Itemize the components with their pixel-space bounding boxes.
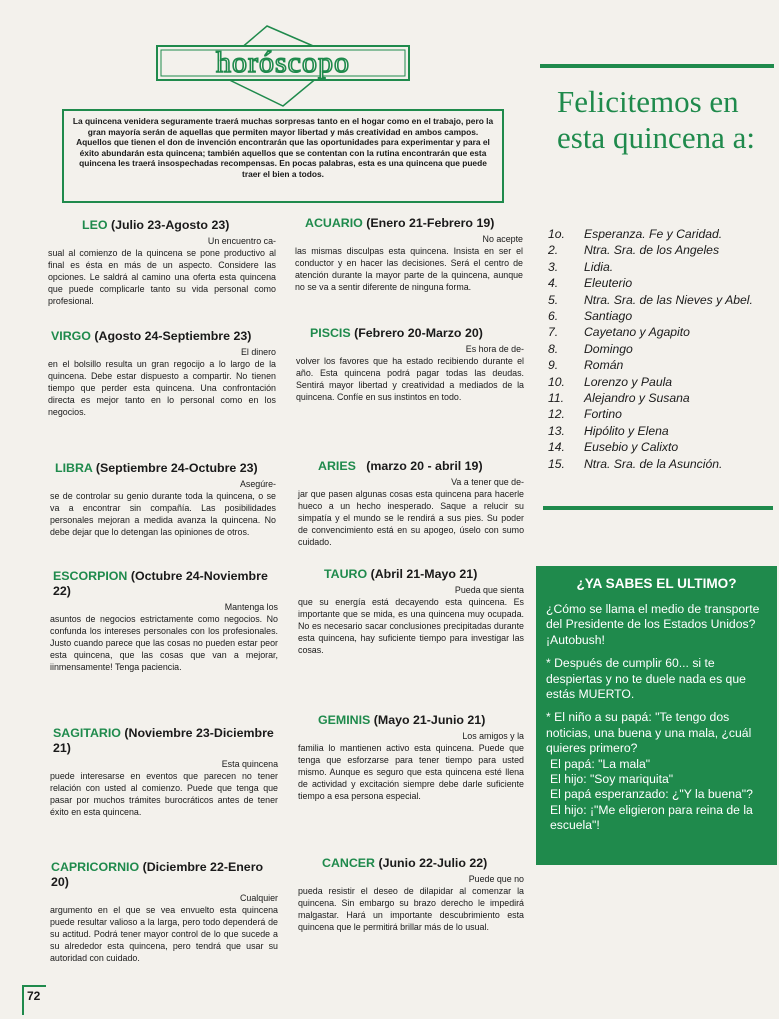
sign-leo [48,218,276,307]
saints-day-number: 1o. [548,227,565,241]
sign-date: (Septiembre 24-Octubre 23) [95,461,258,475]
joke-title: ¿YA SABES EL ULTIMO? [576,576,737,591]
sign-date: (Agosto 24-Septiembre 23) [94,329,252,343]
logo-diamond-graphic [155,24,415,108]
sign-geminis [298,713,524,802]
sign-body: volver los favores que ha estado recibiendo durante el año. Esta quincena podrá pagar todas las deudas. Sentirá mayor libertad y creatividad a mediados de la quincena. Confíe en sus instintos en todo. [296,355,524,402]
sign-heading [48,218,276,233]
joke-2: * Después de cumplir 60... si te despiertas y no te duele nada es que estás MUERTO. [546,656,746,702]
sign-name: CANCER [322,856,376,870]
sign-date: (Diciembre 22-Enero 20) [51,860,264,889]
sign-escorpion [50,569,278,673]
sign-body: se de controlar su genio durante toda la quincena, o se va a encontrar sin compañía. Las posibilidades personales mejoran a medida avanza la quincena. No debe dejar que lo detengan las opiniones de otros. [50,490,276,537]
joke-line-5: El hijo: "Soy mariquita" [550,772,674,787]
saints-day-names: Eusebio y Calixto [584,440,679,455]
sign-body: las mismas disculpas esta quincena. Insista en ser el conductor y en hacer las decisiones. Será el centro de atención durante la mayor parte de la quincena, aunque no se va a sentir diferente de ninguna forma. [295,245,523,292]
logo-text: horóscopo [216,46,350,79]
sign-text [50,893,278,964]
sign-heading [298,459,524,474]
sign-heading [50,569,278,599]
sign-piscis [296,326,524,404]
sign-acuario [295,216,523,294]
sign-lead: Esta quincena [221,759,278,769]
sign-body: pueda resistir el deseo de dilapidar al comenzar la quincena. Sin embargo su brazo derecho le impedirá malgastar. Hará un importante descubrimiento esta quincena que le permitirá brillar más de lo usual. [298,885,524,932]
saints-day-list [548,226,773,472]
saints-day-item [548,324,773,340]
sidebar-mid-rule [543,506,773,510]
saints-day-item [548,275,773,291]
sign-body: que su energía está decayendo esta quincena. Es importante que se mida, es una quincena muy ocupada. No es necesario sacar conclusiones precipitadas durante esta quincena, hay suficiente tiempo para investigar las cosas. [298,596,524,655]
sign-name: LEO [82,218,108,232]
sign-body: jar que pasen algunas cosas esta quincena para hacerle hueco a un hecho inesperado. Saque a relucir su simpatía y el mundo se le rendirá a sus pies. Su poder de convencimiento está en su apogeo, úselo con sumo cuidado. [298,488,524,547]
saints-day-item [548,357,773,373]
sign-date: (Mayo 21-Junio 21) [373,713,486,727]
horoscope-logo [155,24,415,108]
saints-day-names: Esperanza. Fe y Caridad. [584,227,723,241]
saints-day-item [548,406,773,422]
saints-day-names: Lorenzo y Paula [584,374,673,389]
sign-text [50,479,276,539]
sign-libra [50,461,276,539]
sign-text [298,585,524,656]
sign-sagitario [50,726,278,819]
saints-day-number: 4. [548,276,559,291]
sign-heading [298,713,524,728]
sign-cancer [298,856,524,934]
sign-name: ESCORPION [53,569,128,583]
sign-body: asuntos de negocios estrictamente como negocios. No confunda los intereses personales con los profesionales. Justo cuando parece que las cosas no pueden estar peor esta quincena, que las cosas que van a mejorar, iinmensamente! Tenga paciencia. [50,613,278,672]
sign-heading [298,856,524,871]
sign-virgo [48,329,276,418]
saints-day-number: 13. [548,423,565,438]
saints-day-number: 12. [548,407,565,422]
saints-day-names: Román [584,358,624,373]
saints-day-item [548,390,773,406]
intro-paragraph-2: Aquellos que tienen el don de invención encontrarán que las oportunidades para experimentar y para el éxito abundarán esta quincena; también aquellos que se contentan con la rutina encontrarán que esta quincena les traerá insospechadas recompensas. En pocas palabras, esta es una quincena que puede traer el bien a todos. [76,137,490,179]
saints-day-item [548,374,773,390]
saints-day-names: Ntra. Sra. de los Angeles [584,243,720,258]
sign-text [48,347,276,418]
sign-date: (Julio 23-Agosto 23) [110,218,230,232]
sign-heading [50,461,276,476]
sign-body: puede interesarse en eventos que parecen no tener relación con usted al comienzo. Puede que tenga que pasar por muchos trámites burocráticos antes de tener éxito en esta quincena. [50,770,278,817]
sign-aries [298,459,524,548]
saints-day-number: 8. [548,341,559,356]
sign-lead: Es hora de de- [465,344,524,354]
sign-name: LIBRA [55,461,93,475]
saints-day-names: Ntra. Sra. de la Asunción. [584,456,723,471]
sign-date: (Abril 21-Mayo 21) [370,567,478,581]
sidebar-top-rule [540,64,774,68]
joke-1: ¿Cómo se llama el medio de transporte del Presidente de los Estados Unidos? ¡Autobush! [546,602,760,647]
saints-day-item [548,439,773,455]
saints-day-names: Fortino [584,407,622,422]
sign-name: VIRGO [51,329,91,343]
joke-box [536,566,777,865]
sign-capricornio [50,860,278,964]
sign-text [296,344,524,404]
saints-day-number: 2. [548,243,559,258]
saints-day-item [548,259,773,275]
sign-lead: El dinero [240,347,276,357]
sign-date: (Noviembre 23-Diciembre 21) [53,726,274,755]
saints-day-number: 11. [548,391,565,406]
sign-heading [48,329,276,344]
sign-body: familia lo mantienen activo esta quincena. Puede que tenga que esforzarse para tener tiempo para usted mismo. Aunque es seguro que esta quincena esté llena de actividad y excitación siempre debe darle suficiente tiempo a esa persona especial. [298,742,524,801]
saints-day-number: 3. [548,259,559,274]
saints-day-item [548,456,773,472]
sign-name: PISCIS [310,326,351,340]
sign-text [298,731,524,802]
saints-day-number: 7. [548,325,559,340]
sign-body: sual al comienzo de la quincena se pone productivo al final es ésta en más de un aspecto. Considere las opciones. Le saldrá al camino una oferta esta quincena que puede complicarle tanto su vida personal como profesional. [48,247,276,306]
saints-day-item [548,423,773,439]
saints-day-item [548,308,773,324]
sign-text [50,602,278,673]
sign-lead: Puede que no [468,874,524,884]
joke-line-4: El papá: "La mala" [550,756,651,771]
saints-day-names: Hipólito y Elena [584,423,669,438]
sign-text [48,236,276,307]
saints-day-names: Cayetano y Agapito [584,325,690,340]
saints-day-names: Alejandro y Susana [584,391,690,406]
sign-lead: Pueda que sienta [454,585,524,595]
sign-date: (Febrero 20-Marzo 20) [354,326,483,340]
sign-name: SAGITARIO [53,726,121,740]
sign-text [50,759,278,819]
sign-name: ACUARIO [305,216,363,230]
sign-lead: Va a tener que de- [451,477,524,487]
saints-day-number: 5. [548,292,559,307]
sign-name: ARIES [318,459,356,473]
sign-date: (Enero 21-Febrero 19) [366,216,495,230]
sign-name: GEMINIS [318,713,371,727]
sign-lead: Asegúre- [239,479,276,489]
sign-date: (Junio 22-Julio 22) [378,856,488,870]
saints-day-item [548,341,773,357]
joke-3: * El niño a su papá: "Te tengo dos noticias, una buena y una mala, ¿cuál quieres primero? [546,710,752,756]
saints-day-number: 14. [548,440,565,455]
sign-date: (marzo 20 - abril 19) [366,459,483,473]
sign-text [298,874,524,934]
sign-heading [298,567,524,582]
saints-day-number: 10. [548,374,565,389]
saints-day-item [548,226,773,242]
sign-tauro [298,567,524,656]
joke-line-6: El papá esperanzado: ¿"Y la buena"? [550,787,753,802]
intro-box [62,109,504,203]
saints-day-number: 9. [548,358,559,373]
sign-lead: Los amigos y la [462,731,524,741]
saints-day-number: 15. [548,456,565,471]
sign-heading [50,860,278,890]
sign-lead: Un encuentro ca- [207,236,276,246]
sign-lead: No acepte [482,234,523,244]
sign-heading [296,326,524,341]
saints-day-names: Ntra. Sra. de las Nieves y Abel. [584,292,753,307]
sign-name: CAPRICORNIO [51,860,140,874]
intro-paragraph-1: La quincena venidera seguramente traerá muchas sorpresas tanto en el hogar como en el trabajo, pero la gran mayoría serán de aquellas que permiten mayor libertad y más creatividad en ambos campos. [72,116,494,137]
saints-day-names: Eleuterio [584,276,633,291]
sign-body: en el bolsillo resulta un gran regocijo a lo largo de la quincena. Debe estar dispuesto a compartir. No tienen tiempo que perder esta quincena. Una confrontación directa es mejor tanto en lo personal como en los negocios. [48,358,276,417]
sign-lead: Mantenga los [224,602,278,612]
sidebar-heading: Felicitemos en esta quincena a: [557,84,755,155]
sign-text [295,234,523,294]
saints-day-item [548,242,773,258]
sign-body: argumento en el que se vea envuelto esta quincena puede resultar valioso a la larga, pero todo dependerá de su actitud. Podrá tener mayor control de lo que sucede a su alrededor esta quincena, pero tendrá que usar su autoridad con cuidado. [50,904,278,963]
sign-date: (Octubre 24-Noviembre 22) [53,569,268,598]
saints-day-number: 6. [548,309,559,324]
sign-text [298,477,524,548]
page-number: 72 [22,985,46,1015]
joke-line-7: El hijo: ¡"Me eligieron para reina de la escuela"! [550,802,753,833]
sign-heading [50,726,278,756]
saints-day-names: Lidia. [584,259,614,274]
sign-heading [295,216,523,231]
saints-day-item [548,292,773,308]
saints-day-names: Domingo [584,341,633,356]
sign-name: TAURO [324,567,368,581]
sign-lead: Cualquier [240,893,278,903]
saints-day-names: Santiago [584,309,633,324]
